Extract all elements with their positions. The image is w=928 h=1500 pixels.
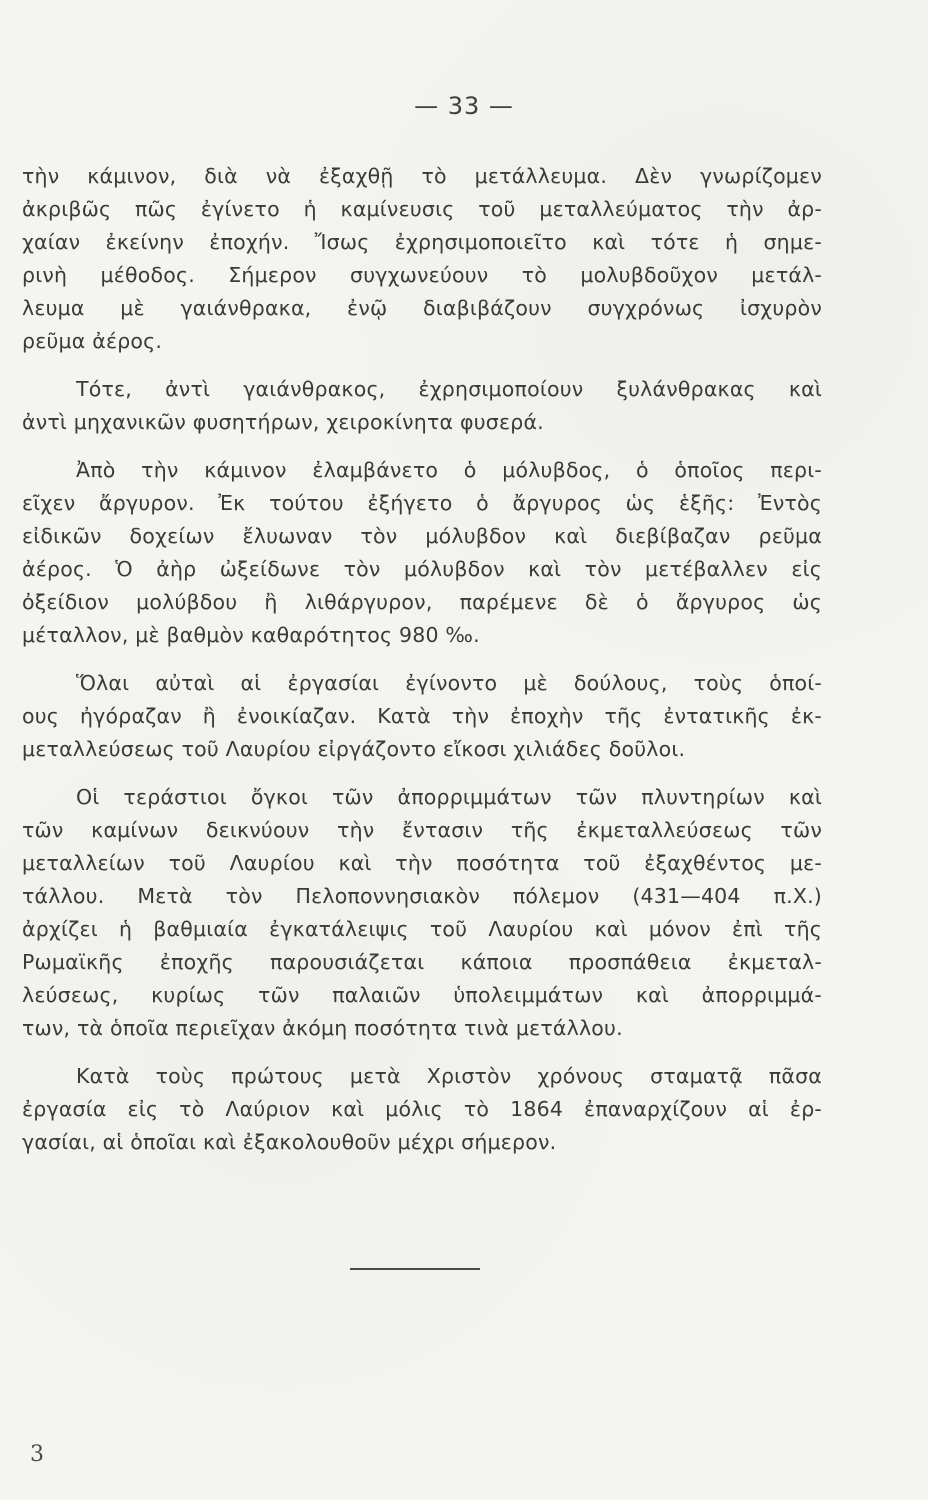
paragraph-4 (22, 667, 822, 766)
paragraph-2 (22, 373, 822, 439)
text-line: ρινὴ μέθοδος. Σήμερον συγχωνεύουν τὸ μολυβδοῦχον μετάλ- (22, 263, 822, 287)
section-divider (350, 1268, 480, 1270)
text-line: ἀκριβῶς πῶς ἐγίνετο ἡ καμίνευσις τοῦ μεταλλεύματος τὴν ἀρ- (22, 197, 822, 221)
text-line: ἐργασία εἰς τὸ Λαύριον καὶ μόλις τὸ 1864 ἐπαναρχίζουν αἱ ἐρ- (22, 1097, 822, 1121)
paragraph-3 (22, 454, 822, 652)
text-line: γασίαι, αἱ ὁποῖαι καὶ ἐξακολουθοῦν μέχρι σήμερον. (22, 1130, 557, 1154)
page-number: — 33 — (414, 92, 514, 120)
paragraph-5 (22, 781, 822, 1045)
text-line: ὀξείδιον μολύβδου ἢ λιθάργυρον, παρέμενε δὲ ὁ ἄργυρος ὡς (22, 590, 822, 614)
text-line: λευμα μὲ γαιάνθρακα, ἐνῷ διαβιβάζουν συγχρόνως ἰσχυρὸν (22, 296, 822, 320)
text-line: τῶν καμίνων δεικνύουν τὴν ἔντασιν τῆς ἐκμεταλλεύσεως τῶν (22, 818, 822, 842)
text-line: Ρωμαϊκῆς ἐποχῆς παρουσιάζεται κάποια προσπάθεια ἐκμεταλ- (22, 950, 822, 974)
text-line: Οἱ τεράστιοι ὄγκοι τῶν ἀπορριμμάτων τῶν πλυντηρίων καὶ (76, 785, 822, 809)
text-line: ἀρχίζει ἡ βαθμιαία ἐγκατάλειψις τοῦ Λαυρίου καὶ μόνον ἐπὶ τῆς (22, 917, 822, 941)
text-line: των, τὰ ὁποῖα περιεῖχαν ἀκόμη ποσότητα τινὰ μετάλλου. (22, 1016, 623, 1040)
text-line: λεύσεως, κυρίως τῶν παλαιῶν ὑπολειμμάτων καὶ ἀπορριμμά- (22, 983, 822, 1007)
body-text (22, 160, 822, 1159)
text-line: εἰδικῶν δοχείων ἔλυωναν τὸν μόλυβδον καὶ διεβίβαζαν ρεῦμα (22, 524, 822, 548)
paragraph-1 (22, 160, 822, 358)
text-line: τάλλου. Μετὰ τὸν Πελοποννησιακὸν πόλεμον (431—404 π.Χ.) (22, 884, 822, 908)
text-line: τὴν κάμινον, διὰ νὰ ἐξαχθῇ τὸ μετάλλευμα. Δὲν γνωρίζομεν (22, 164, 822, 188)
text-line: Τότε, ἀντὶ γαιάνθρακος, ἐχρησιμοποίουν ξυλάνθρακας καὶ (76, 377, 822, 401)
text-line: Κατὰ τοὺς πρώτους μετὰ Χριστὸν χρόνους σταματᾷ πᾶσα (76, 1064, 822, 1088)
text-line: μέταλλον, μὲ βαθμὸν καθαρότητος 980 ‰. (22, 623, 480, 647)
text-line: χαίαν ἐκείνην ἐποχήν. Ἴσως ἐχρησιμοποιεῖτο καὶ τότε ἡ σημε- (22, 230, 822, 254)
text-line: ἀέρος. Ὁ ἀὴρ ὠξείδωνε τὸν μόλυβδον καὶ τὸν μετέβαλλεν εἰς (22, 557, 822, 581)
text-line: ἀντὶ μηχανικῶν φυσητήρων, χειροκίνητα φυσερά. (22, 410, 544, 434)
text-line: εῖχεν ἄργυρον. Ἐκ τούτου ἐξήγετο ὁ ἄργυρος ὡς ἑξῆς: Ἐντὸς (22, 491, 822, 515)
text-line: Ὅλαι αὐταὶ αἱ ἐργασίαι ἐγίνοντο μὲ δούλους, τοὺς ὁποί- (76, 671, 822, 695)
signature-mark: 3 (30, 1442, 44, 1467)
paragraph-6 (22, 1060, 822, 1159)
text-line: ρεῦμα ἀέρος. (22, 329, 163, 353)
text-line: Ἀπὸ τὴν κάμινον ἐλαμβάνετο ὁ μόλυβδος, ὁ ὁποῖος περι- (76, 458, 822, 482)
text-line: ους ἠγόραζαν ἢ ἐνοικίαζαν. Κατὰ τὴν ἐποχὴν τῆς ἐντατικῆς ἐκ- (22, 704, 822, 728)
text-line: μεταλλεύσεως τοῦ Λαυρίου εἰργάζοντο εἴκοσι χιλιάδες δοῦλοι. (22, 737, 686, 761)
text-line: μεταλλείων τοῦ Λαυρίου καὶ τὴν ποσότητα τοῦ ἐξαχθέντος με- (22, 851, 822, 875)
